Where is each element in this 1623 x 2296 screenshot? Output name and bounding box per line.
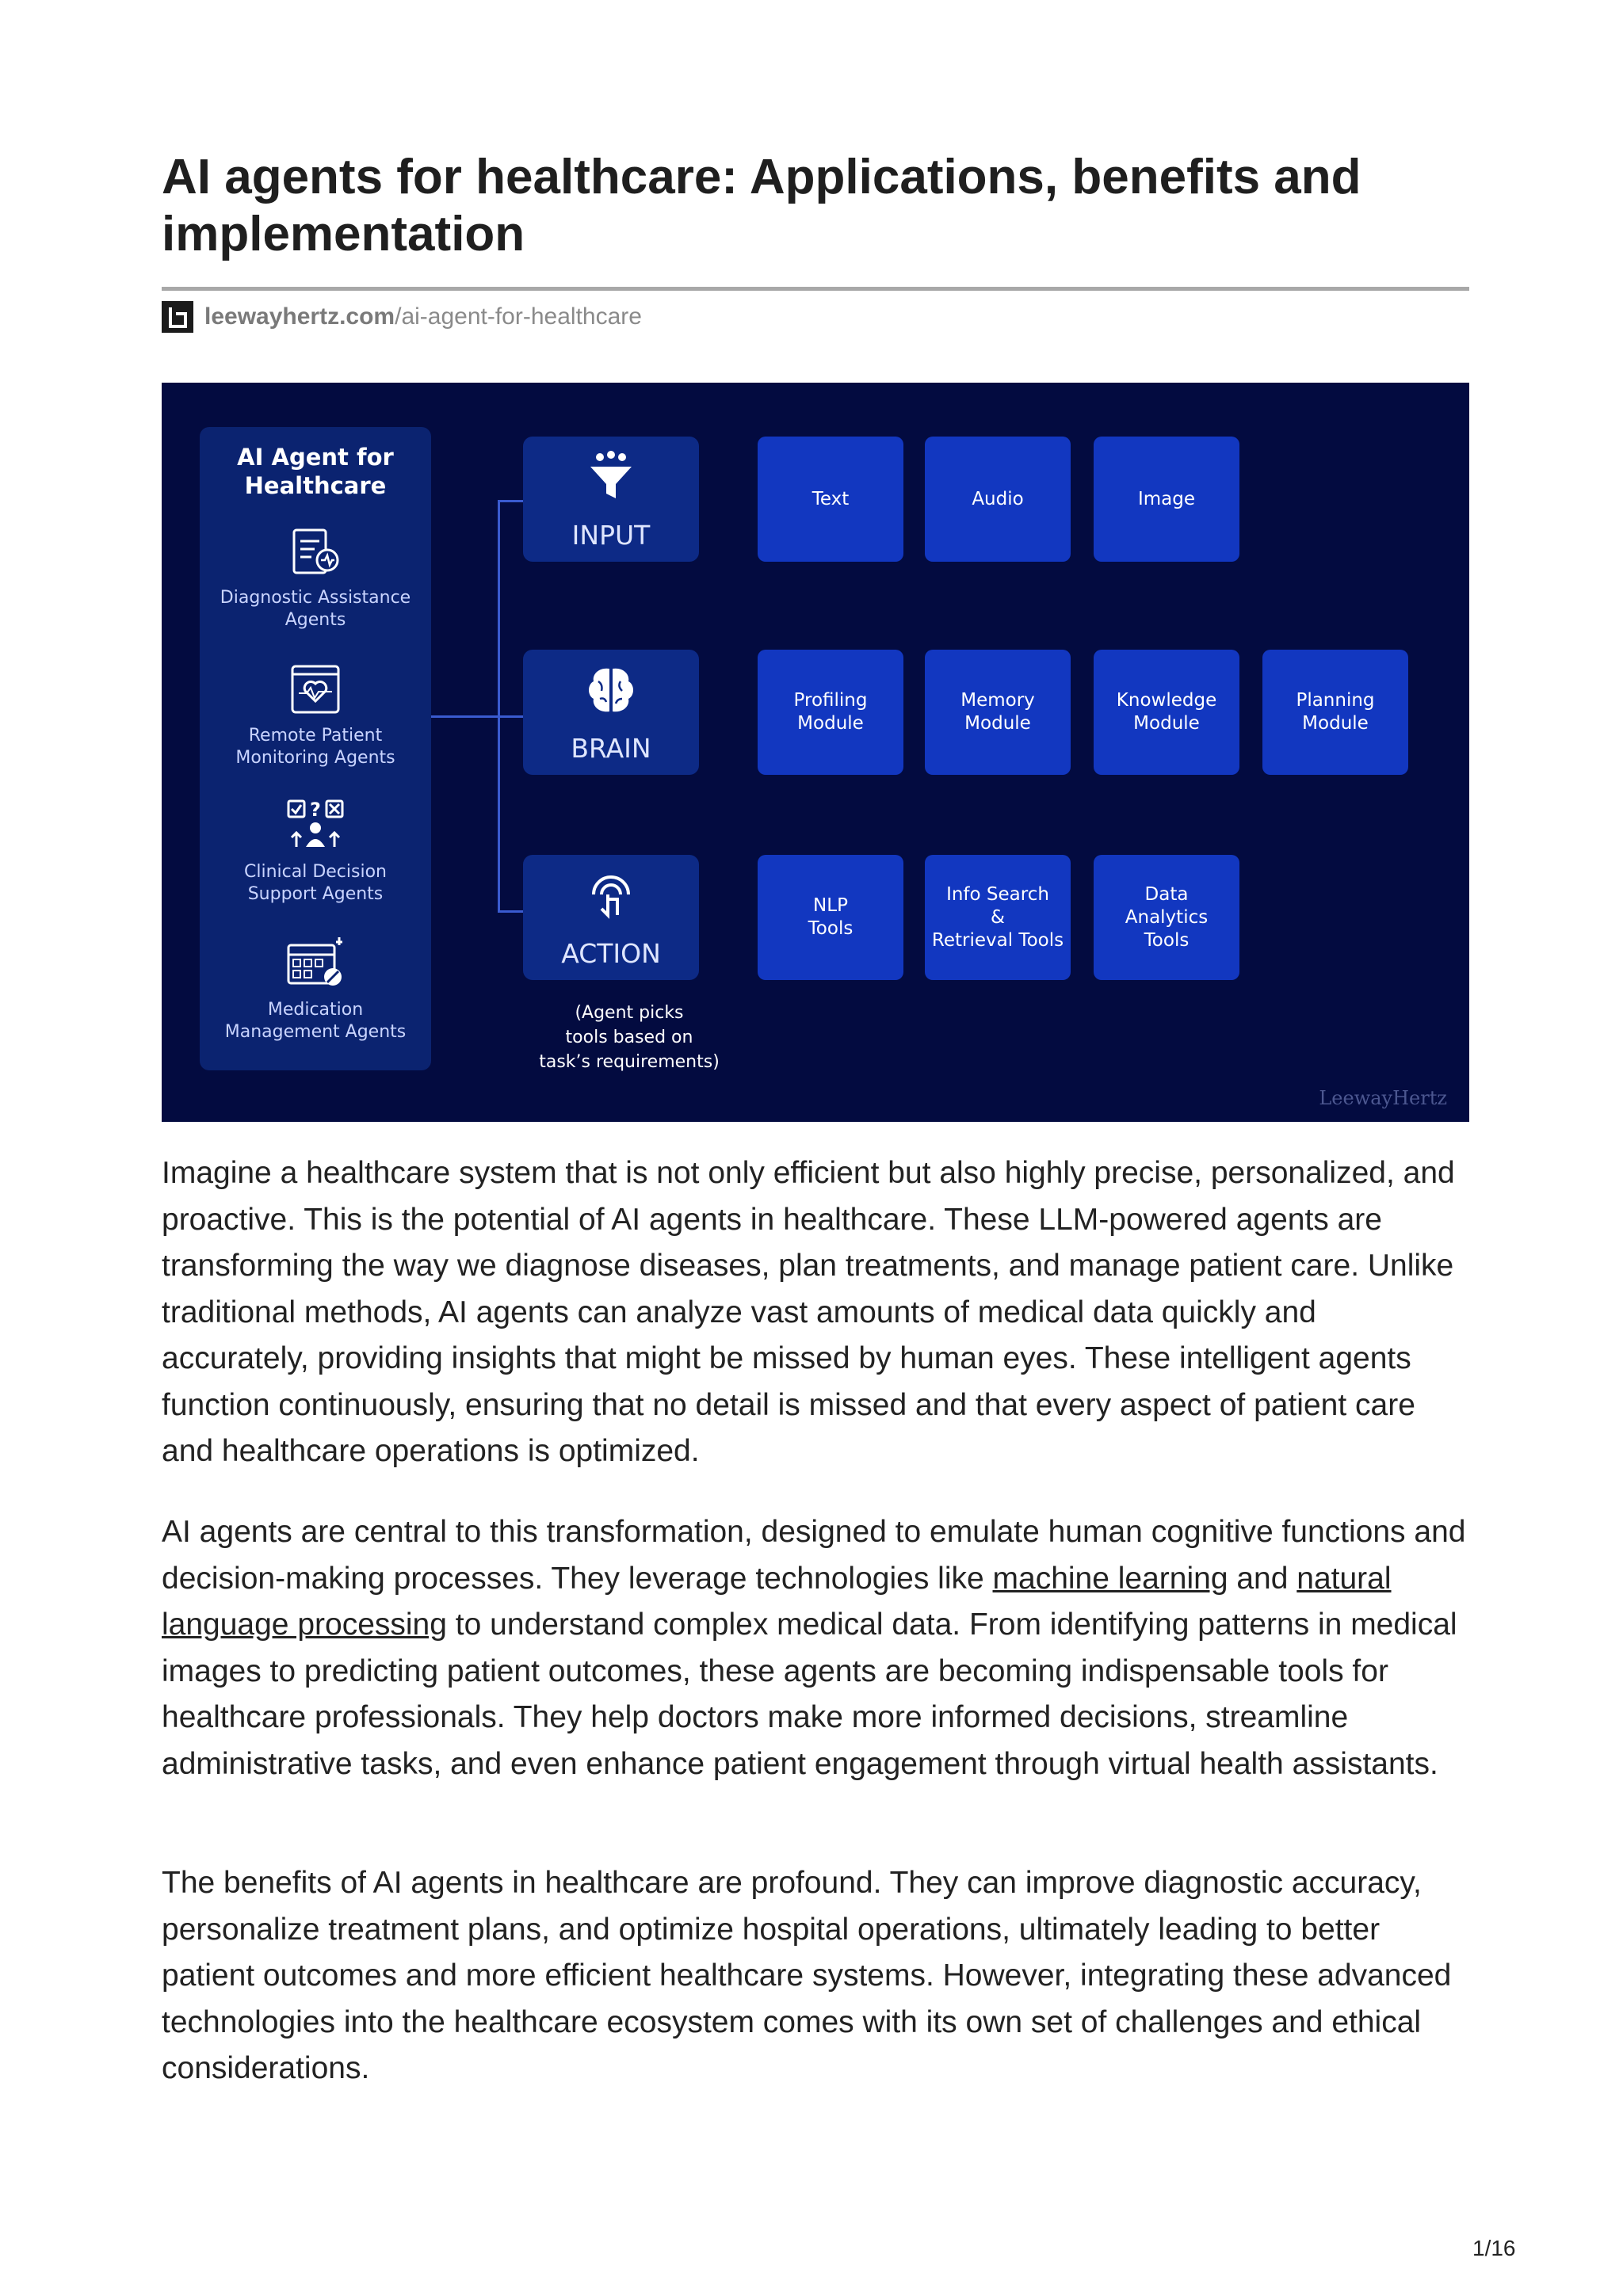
agent-label: Remote Patient Monitoring Agents — [235, 726, 395, 768]
module-label: Data Analytics Tools — [1125, 883, 1209, 951]
text: AI agents are central to this transformation, designed to emulate human cognitive functions and decision-making processes. They leverage technologies like — [162, 1515, 1466, 1596]
connector-to-action — [498, 910, 523, 913]
module-box — [925, 650, 1071, 775]
module-label: NLP Tools — [808, 895, 854, 939]
clipboard-check-icon — [288, 524, 343, 579]
agent-label: Medication Management Agents — [224, 1000, 407, 1042]
module-box — [925, 437, 1071, 562]
decision-people-icon — [284, 798, 347, 853]
module-label: Image — [1137, 488, 1196, 509]
action-note: (Agent picks tools based on task’s requirements) — [539, 1003, 720, 1072]
panel-title: AI Agent for Healthcare — [237, 444, 394, 499]
module-label: Knowledge Module — [1116, 690, 1217, 734]
module-label: Planning Module — [1296, 690, 1375, 734]
agent-clinical-decision — [200, 798, 431, 906]
page-title: AI agents for healthcare: Applications, benefits and implementation — [162, 150, 1361, 261]
paragraph-agents-central — [162, 1509, 1469, 1787]
module-box — [758, 650, 903, 775]
module-box — [925, 855, 1071, 980]
touch-icon — [582, 868, 640, 925]
page-number: 1/16 — [1472, 2236, 1516, 2260]
paragraph-benefits: The benefits of AI agents in healthcare are profound. They can improve diagnostic accuracy, personalize treatment plans, and optimize hospital operations, ultimately leading to better patient outcomes and more efficient healthcare systems. However, integrating these advanced technologies into the healthcare ecosystem comes with its own set of challenges and ethical considerations. — [162, 1866, 1452, 2085]
stage-label: ACTION — [561, 938, 661, 969]
source-link[interactable] — [162, 299, 642, 334]
machine-learning-link[interactable]: machine learning — [992, 1561, 1228, 1596]
stage-label: BRAIN — [571, 733, 651, 764]
module-label: Memory Module — [960, 690, 1035, 734]
module-box — [1094, 855, 1239, 980]
stage-action — [523, 855, 699, 980]
module-box — [1094, 437, 1239, 562]
module-label: Audio — [972, 488, 1024, 509]
module-label: Info Search & Retrieval Tools — [931, 883, 1064, 951]
connector-vertical — [498, 500, 500, 912]
connector-panel-to-brain — [431, 715, 523, 718]
funnel-icon — [582, 449, 640, 506]
leewayhertz-logo-icon — [162, 301, 193, 333]
stage-label: INPUT — [571, 520, 651, 551]
source-domain: leewayhertz.com — [204, 303, 395, 330]
module-box — [758, 437, 903, 562]
stage-input — [523, 437, 699, 562]
agent-types-panel — [200, 427, 431, 1070]
module-label: Profiling Module — [793, 690, 868, 734]
agent-label: Diagnostic Assistance Agents — [220, 588, 411, 630]
text: to understand complex medical data. From identifying patterns in medical images to predicting patient outcomes, these agents are becoming indispensable tools for healthcare professionals. They help doctors make more informed decisions, streamline administrative tasks, and even enhance patient engagement through virtual health assistants. — [162, 1608, 1457, 1781]
ai-agent-diagram — [162, 383, 1469, 1122]
agent-medication — [200, 934, 431, 1043]
module-label: Text — [812, 488, 850, 509]
connector-to-input — [498, 500, 523, 502]
title-divider — [162, 287, 1469, 291]
text: and — [1228, 1561, 1297, 1596]
agent-diagnostic — [200, 524, 431, 631]
paragraph-intro: Imagine a healthcare system that is not only efficient but also highly precise, personalized, and proactive. This is the potential of AI agents in healthcare. These LLM-powered agents are transforming the way we diagnose diseases, plan treatments, and manage patient care. Unlike traditional methods, AI agents can analyze vast amounts of medical data quickly and accurately, providing insights that might be missed by human eyes. These intelligent agents function continuously, ensuring that no detail is missed and that every aspect of patient care and healthcare operations is optimized. — [162, 1156, 1455, 1468]
agent-remote-monitoring — [200, 662, 431, 769]
watermark: LeewayHertz — [1319, 1087, 1447, 1109]
agent-label: Clinical Decision Support Agents — [244, 862, 387, 904]
stage-brain — [523, 650, 699, 775]
brain-icon — [582, 662, 640, 719]
monitor-heart-icon — [288, 662, 343, 717]
source-path: /ai-agent-for-healthcare — [395, 303, 642, 330]
calendar-pill-icon — [284, 934, 347, 991]
module-box — [1262, 650, 1408, 775]
module-box — [758, 855, 903, 980]
svg-text:?: ? — [310, 799, 321, 821]
module-box — [1094, 650, 1239, 775]
nlp-link[interactable]: natural language processing — [162, 1561, 1392, 1642]
